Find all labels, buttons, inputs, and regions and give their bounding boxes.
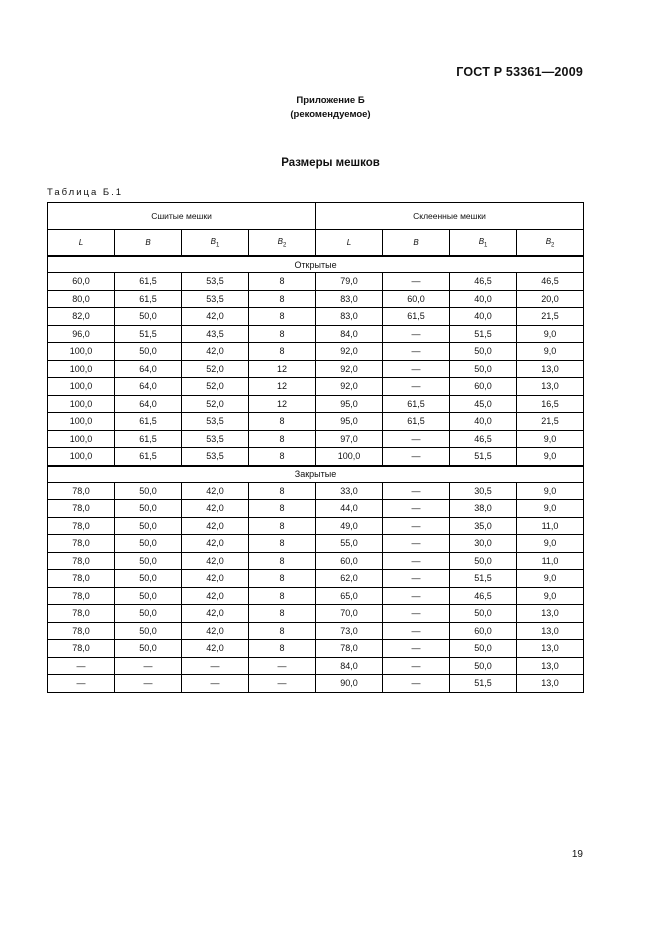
table-cell: 51,5 (450, 570, 517, 588)
table-cell: — (249, 675, 316, 693)
table-cell: 78,0 (48, 517, 115, 535)
section-title-cell: Закрытые (48, 466, 584, 483)
table-cell: 50,0 (450, 657, 517, 675)
group-header-row (48, 203, 584, 230)
table-cell: 50,0 (450, 605, 517, 623)
table-cell: 50,0 (115, 535, 182, 553)
table-row (48, 517, 584, 535)
table-cell: — (383, 675, 450, 693)
table-cell: 13,0 (517, 605, 584, 623)
bag-sizes-table (47, 202, 584, 693)
table-cell: 8 (249, 343, 316, 361)
table-cell: 83,0 (316, 290, 383, 308)
table-cell: 84,0 (316, 325, 383, 343)
table-cell: 13,0 (517, 360, 584, 378)
table-cell: 62,0 (316, 570, 383, 588)
table-cell: 78,0 (48, 535, 115, 553)
column-header-subscript: 1 (484, 242, 488, 249)
table-cell: 53,5 (182, 413, 249, 431)
table-cell: 42,0 (182, 308, 249, 326)
column-header-name: L (346, 238, 352, 247)
table-cell: 46,5 (517, 273, 584, 291)
table-cell: 8 (249, 622, 316, 640)
table-cell: 78,0 (48, 587, 115, 605)
table-row (48, 360, 584, 378)
table-cell: 50,0 (115, 570, 182, 588)
table-cell: 8 (249, 587, 316, 605)
table-cell: 33,0 (316, 482, 383, 500)
table-cell: 8 (249, 517, 316, 535)
table-row (48, 413, 584, 431)
table-cell: 96,0 (48, 325, 115, 343)
table-cell: 13,0 (517, 622, 584, 640)
table-cell: 8 (249, 325, 316, 343)
table-cell: — (182, 675, 249, 693)
table-cell: 92,0 (316, 378, 383, 396)
table-cell: 21,5 (517, 413, 584, 431)
table-cell: 8 (249, 448, 316, 466)
table-cell: — (383, 325, 450, 343)
table-cell: 51,5 (450, 325, 517, 343)
table-cell: 79,0 (316, 273, 383, 291)
table-cell: 100,0 (48, 430, 115, 448)
table-row (48, 675, 584, 693)
table-cell: 30,0 (450, 535, 517, 553)
table-cell: 13,0 (517, 675, 584, 693)
table-cell: — (383, 552, 450, 570)
section-title-row (48, 466, 584, 483)
table-cell: 8 (249, 430, 316, 448)
table-cell: — (383, 657, 450, 675)
table-cell: 9,0 (517, 500, 584, 518)
table-row (48, 500, 584, 518)
table-cell: 9,0 (517, 430, 584, 448)
table-cell: 95,0 (316, 413, 383, 431)
table-cell: 42,0 (182, 570, 249, 588)
table-row (48, 482, 584, 500)
table-cell: 65,0 (316, 587, 383, 605)
column-header-name: B (545, 236, 552, 246)
document-number: ГОСТ Р 53361—2009 (456, 65, 583, 79)
section-title-cell: Открытые (48, 256, 584, 273)
table-cell: 61,5 (115, 273, 182, 291)
table-cell: — (383, 622, 450, 640)
table-cell: 50,0 (115, 640, 182, 658)
table-cell: 51,5 (115, 325, 182, 343)
table-cell: 42,0 (182, 535, 249, 553)
table-cell: 73,0 (316, 622, 383, 640)
table-cell: 50,0 (450, 343, 517, 361)
table-cell: 50,0 (115, 517, 182, 535)
table-cell: 13,0 (517, 640, 584, 658)
table-cell: 11,0 (517, 552, 584, 570)
column-header-name: B (277, 236, 284, 246)
appendix-title: Приложение Б (296, 95, 365, 106)
table-cell: 8 (249, 570, 316, 588)
page-number: 19 (571, 849, 583, 860)
table-cell: 78,0 (48, 570, 115, 588)
table-row (48, 273, 584, 291)
table-cell: 78,0 (48, 482, 115, 500)
table-cell: 30,5 (450, 482, 517, 500)
table-row (48, 325, 584, 343)
table-cell: 100,0 (48, 360, 115, 378)
table-cell: 61,5 (115, 290, 182, 308)
table-cell: — (383, 500, 450, 518)
table-cell: 8 (249, 535, 316, 553)
table-row (48, 622, 584, 640)
column-header (115, 230, 182, 257)
table-cell: 40,0 (450, 413, 517, 431)
table-cell: 9,0 (517, 587, 584, 605)
table-cell: 92,0 (316, 343, 383, 361)
table-row (48, 378, 584, 396)
table-cell: 8 (249, 273, 316, 291)
table-row (48, 430, 584, 448)
table-cell: 8 (249, 640, 316, 658)
table-cell: — (383, 605, 450, 623)
table-cell: 61,5 (115, 413, 182, 431)
table-cell: 43,5 (182, 325, 249, 343)
table-cell: — (383, 448, 450, 466)
table-cell: 42,0 (182, 552, 249, 570)
table-cell: 52,0 (182, 395, 249, 413)
table-cell: 21,5 (517, 308, 584, 326)
table-cell: 61,5 (115, 448, 182, 466)
appendix-subtitle: (рекомендуемое) (290, 109, 371, 120)
table-cell: 8 (249, 308, 316, 326)
table-section (48, 466, 584, 693)
table-cell: 50,0 (450, 360, 517, 378)
table-cell: 64,0 (115, 395, 182, 413)
table-cell: 78,0 (48, 605, 115, 623)
table-cell: 50,0 (115, 587, 182, 605)
table-row (48, 343, 584, 361)
table-cell: 100,0 (48, 343, 115, 361)
table-cell: — (383, 360, 450, 378)
table-cell: 12 (249, 360, 316, 378)
table-cell: 53,5 (182, 273, 249, 291)
table-row (48, 448, 584, 466)
table-row (48, 552, 584, 570)
table-cell: 42,0 (182, 343, 249, 361)
table-cell: 13,0 (517, 657, 584, 675)
table-cell: 50,0 (115, 605, 182, 623)
column-header-row (48, 230, 584, 257)
table-cell: 55,0 (316, 535, 383, 553)
table-row (48, 605, 584, 623)
table-cell: 8 (249, 500, 316, 518)
table-cell: 100,0 (48, 378, 115, 396)
table-cell: 53,5 (182, 430, 249, 448)
table-cell: 8 (249, 290, 316, 308)
table-cell: 82,0 (48, 308, 115, 326)
table-cell: 11,0 (517, 517, 584, 535)
table-cell: 38,0 (450, 500, 517, 518)
table-cell: — (48, 675, 115, 693)
table-cell: 70,0 (316, 605, 383, 623)
table-cell: — (249, 657, 316, 675)
table-cell: 49,0 (316, 517, 383, 535)
group-header-sewn: Сшитые мешки (48, 203, 316, 230)
table-caption: Таблица Б.1 (47, 187, 124, 198)
table-cell: 42,0 (182, 517, 249, 535)
table-cell: 95,0 (316, 395, 383, 413)
table-cell: 12 (249, 395, 316, 413)
section-title: Размеры мешков (281, 157, 380, 169)
table-cell: — (115, 657, 182, 675)
table-cell: 42,0 (182, 605, 249, 623)
table-cell: 40,0 (450, 308, 517, 326)
table-cell: 35,0 (450, 517, 517, 535)
table-cell: 50,0 (115, 343, 182, 361)
table-cell: — (383, 640, 450, 658)
table-cell: — (182, 657, 249, 675)
table-cell: 60,0 (48, 273, 115, 291)
table-cell: 9,0 (517, 343, 584, 361)
table-cell: 100,0 (48, 395, 115, 413)
table-cell: 50,0 (115, 482, 182, 500)
table-cell: 53,5 (182, 448, 249, 466)
column-header (316, 230, 383, 257)
table-cell: 50,0 (450, 640, 517, 658)
table-cell: 92,0 (316, 360, 383, 378)
table-cell: 61,5 (383, 413, 450, 431)
table-cell: — (115, 675, 182, 693)
table-cell: 46,5 (450, 430, 517, 448)
table-cell: 46,5 (450, 273, 517, 291)
table-cell: 60,0 (383, 290, 450, 308)
table-row (48, 308, 584, 326)
table-cell: 13,0 (517, 378, 584, 396)
column-header-name: B (210, 236, 216, 246)
table-cell: 42,0 (182, 482, 249, 500)
table-row (48, 570, 584, 588)
table-cell: 20,0 (517, 290, 584, 308)
column-header-name: L (78, 238, 84, 247)
table-cell: 46,5 (450, 587, 517, 605)
table-cell: 9,0 (517, 482, 584, 500)
table-cell: 61,5 (383, 308, 450, 326)
table-cell: 100,0 (48, 413, 115, 431)
table-row (48, 535, 584, 553)
table-cell: — (383, 482, 450, 500)
table-cell: — (383, 517, 450, 535)
section-title-row (48, 256, 584, 273)
table-cell: 9,0 (517, 448, 584, 466)
table-cell: 61,5 (383, 395, 450, 413)
table-section (48, 256, 584, 466)
table-cell: — (383, 273, 450, 291)
table-cell: — (48, 657, 115, 675)
table-cell: 40,0 (450, 290, 517, 308)
table-cell: — (383, 378, 450, 396)
table-cell: 90,0 (316, 675, 383, 693)
table-row (48, 395, 584, 413)
appendix-heading (0, 94, 661, 122)
column-header (517, 230, 584, 257)
table-cell: 50,0 (115, 552, 182, 570)
table-cell: 60,0 (450, 378, 517, 396)
table-cell: 12 (249, 378, 316, 396)
table-cell: — (383, 587, 450, 605)
table-row (48, 640, 584, 658)
table-row (48, 657, 584, 675)
column-header-name: B (145, 238, 151, 247)
table-cell: 100,0 (316, 448, 383, 466)
table-cell: 64,0 (115, 378, 182, 396)
table-cell: 42,0 (182, 640, 249, 658)
column-header (48, 230, 115, 257)
table-cell: 64,0 (115, 360, 182, 378)
table-cell: 44,0 (316, 500, 383, 518)
table-cell: 8 (249, 552, 316, 570)
table-cell: 80,0 (48, 290, 115, 308)
table-cell: 100,0 (48, 448, 115, 466)
table-cell: 42,0 (182, 587, 249, 605)
table-cell: — (383, 343, 450, 361)
table-cell: — (383, 570, 450, 588)
column-header-subscript: 2 (551, 242, 555, 249)
table-cell: 78,0 (48, 500, 115, 518)
column-header-subscript: 1 (216, 242, 220, 249)
column-header (182, 230, 249, 257)
table-cell: 78,0 (48, 640, 115, 658)
table-cell: 9,0 (517, 570, 584, 588)
column-header (249, 230, 316, 257)
column-header (383, 230, 450, 257)
table-cell: 9,0 (517, 325, 584, 343)
table-cell: 52,0 (182, 360, 249, 378)
table-cell: 60,0 (316, 552, 383, 570)
table-cell: 60,0 (450, 622, 517, 640)
table-cell: 50,0 (450, 552, 517, 570)
table-cell: 8 (249, 605, 316, 623)
table-cell: 83,0 (316, 308, 383, 326)
table-cell: 50,0 (115, 308, 182, 326)
table-cell: 8 (249, 482, 316, 500)
column-header-name: B (478, 236, 485, 246)
table-cell: 50,0 (115, 622, 182, 640)
table-cell: 42,0 (182, 622, 249, 640)
table-cell: — (383, 430, 450, 448)
column-header-subscript: 2 (283, 242, 287, 249)
table-cell: 84,0 (316, 657, 383, 675)
table-row (48, 290, 584, 308)
table-cell: 97,0 (316, 430, 383, 448)
table-cell: 45,0 (450, 395, 517, 413)
group-header-glued: Склеенные мешки (316, 203, 584, 230)
table-cell: 53,5 (182, 290, 249, 308)
table-cell: 78,0 (48, 622, 115, 640)
table-cell: 16,5 (517, 395, 584, 413)
table-row (48, 587, 584, 605)
column-header-name: B (413, 238, 419, 247)
table-cell: 8 (249, 413, 316, 431)
table-cell: 50,0 (115, 500, 182, 518)
table-cell: 78,0 (48, 552, 115, 570)
table-cell: 52,0 (182, 378, 249, 396)
table-cell: 51,5 (450, 675, 517, 693)
table-cell: 42,0 (182, 500, 249, 518)
table-cell: 51,5 (450, 448, 517, 466)
column-header (450, 230, 517, 257)
table-cell: — (383, 535, 450, 553)
table-cell: 78,0 (316, 640, 383, 658)
table-cell: 9,0 (517, 535, 584, 553)
table-cell: 61,5 (115, 430, 182, 448)
